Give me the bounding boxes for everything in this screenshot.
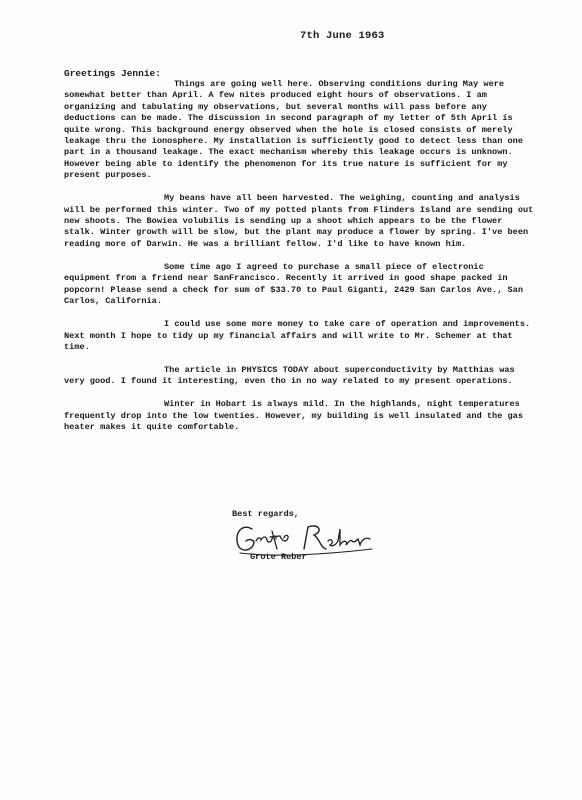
paragraph-observations: Things are going well here. Observing conditions during May were somewhat better than April. A few nites produced eight hours of observations. I am organizing and tabulating my observations, but several months will pass before any deductions can be made. The discussion in second paragraph of my letter of 5th April is quite wrong. This background energy observed when the hole is closed consists of merely leakage thru the ionosphere. My installation is sufficiently good to detect less than one part in a thousand leakage. The exact mechanism whereby this leakage occurs is unknown. However being able to identify the phenomenon for its true nature is sufficient for my present purposes. (64, 79, 529, 181)
paragraph-finances: I could use some more money to take care of operation and improvements. Next month I hope to tidy up my financial affairs and will write to Mr. Schemer at that time. (64, 319, 536, 352)
paragraph-winter: Winter in Hobart is always mild. In the highlands, night temperatures frequently drop into the low twenties. However, my building is well insulated and the gas heater makes it quite comfortable. (64, 399, 529, 433)
paragraph-plants: My beans have all been harvested. The weighing, counting and analysis will be performed this winter. Two of my potted plants from Flinders Island are sending out new shoots. The Bowiea volubilis is sending up a shoot which appears to be the flower stalk. Winter growth will be slow, but the plant may produce a flower by spring. I've been reading more of Darwin. He was a brilliant fellow. I'd like to have known him. (64, 193, 539, 249)
letter-date: 7th June 1963 (300, 30, 385, 42)
typed-name: Grote Reber (250, 552, 307, 562)
closing: Best regards, (232, 509, 300, 519)
letter-body (64, 79, 539, 445)
salutation: Greetings Jennie: (64, 68, 161, 79)
paragraph-equipment-purchase: Some time ago I agreed to purchase a small piece of electronic equipment from a friend near SanFrancisco. Recently it arrived in good shape packed in popcorn! Please send a check for sum of $33.70 to Paul Giganti, 2429 San Carlos Ave., San Carlos, California. (64, 261, 529, 307)
paragraph-physics-today: The article in PHYSICS TODAY about superconductivity by Matthias was very good. I found it interesting, even tho in no way related to my present operations. (64, 364, 520, 387)
